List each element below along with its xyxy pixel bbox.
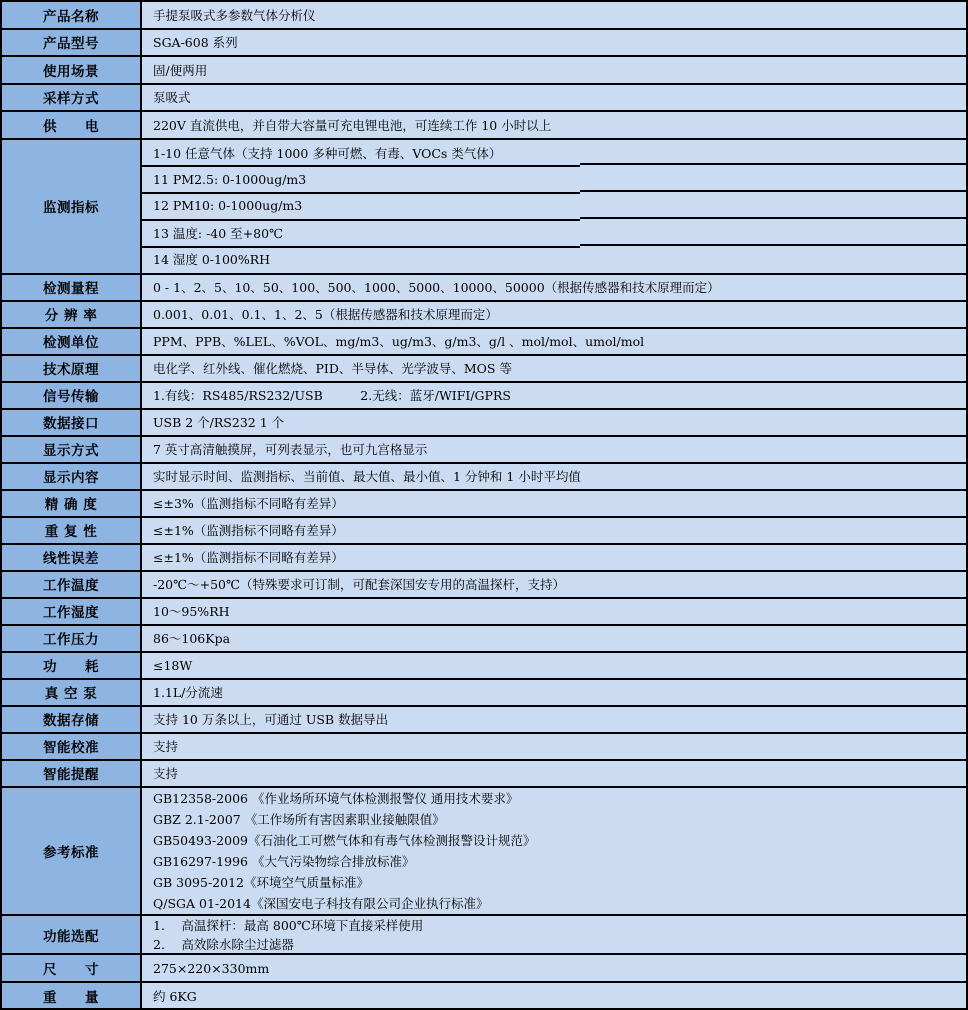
row-monitor-indicators [2, 140, 966, 275]
reference-standard-item: Q/SGA 01-2014《深国安电子科技有限公司企业执行标准》 [153, 896, 489, 912]
value-product-model: SGA-608 系列 [153, 35, 238, 51]
label-smart-reminder: 智能提醒 [2, 761, 142, 786]
label-product-name: 产品名称 [2, 2, 142, 28]
separator-line [142, 246, 580, 248]
value-smart-calibration: 支持 [153, 739, 179, 754]
separator-line [142, 165, 580, 167]
row-product-model [2, 30, 966, 58]
label-data-storage: 数据存储 [2, 707, 142, 732]
monitor-item: 12 PM10: 0-1000ug/m3 [153, 198, 303, 214]
value-power-supply: 220V 直流供电，并自带大容量可充电锂电池，可连续工作 10 小时以上 [153, 117, 552, 133]
value-working-pressure: 86～106Kpa [153, 631, 231, 646]
label-power-supply: 供 电 [2, 112, 142, 138]
value-accuracy: ≤±3%（监测指标不同略有差异） [153, 496, 344, 511]
optional-function-list [142, 916, 966, 953]
label-sampling-method: 采样方式 [2, 85, 142, 111]
monitor-item: 13 温度: -40 至+80℃ [153, 225, 284, 241]
monitor-item: 1-10 任意气体（支持 1000 多种可燃、有毒、VOCs 类气体） [153, 145, 502, 161]
row-display-mode [2, 437, 966, 464]
separator-line [580, 190, 966, 192]
row-power-consumption [2, 653, 966, 680]
row-sampling-method [2, 85, 966, 113]
label-smart-calibration: 智能校准 [2, 734, 142, 759]
value-data-interface: USB 2 个/RS232 1 个 [153, 415, 285, 430]
label-working-humidity: 工作湿度 [2, 599, 142, 624]
label-detection-range: 检测量程 [2, 275, 142, 300]
value-display-mode: 7 英寸高清触摸屏，可列表显示，也可九宫格显示 [153, 442, 428, 457]
value-dimensions: 275×220×330mm [153, 960, 270, 976]
reference-standard-item: GBZ 2.1-2007 《工作场所有害因素职业接触限值》 [153, 812, 445, 828]
row-usage-scene [2, 57, 966, 85]
label-working-temperature: 工作温度 [2, 572, 142, 597]
reference-standard-list [142, 788, 966, 915]
monitor-indicator-list [142, 140, 966, 273]
row-accuracy [2, 491, 966, 518]
reference-standard-item: GB12358-2006 《作业场所环境气体检测报警仪 通用技术要求》 [153, 791, 519, 807]
label-linearity-error: 线性误差 [2, 545, 142, 570]
label-product-model: 产品型号 [2, 30, 142, 56]
separator-line [580, 217, 966, 219]
reference-standard-item: GB 3095-2012《环境空气质量标准》 [153, 875, 369, 891]
value-tech-principle: 电化学、红外线、催化燃烧、PID、半导体、光学波导、MOS 等 [153, 361, 512, 376]
value-power-consumption: ≤18W [153, 657, 193, 673]
value-vacuum-pump: 1.1L/分流速 [153, 685, 223, 700]
value-usage-scene: 固/便两用 [153, 62, 208, 78]
label-accuracy: 精 确 度 [2, 491, 142, 516]
row-dimensions [2, 955, 966, 983]
value-working-humidity: 10～95%RH [153, 604, 230, 619]
label-signal-transmission: 信号传输 [2, 383, 142, 408]
label-resolution: 分 辨 率 [2, 302, 142, 327]
reference-standard-item: GB16297-1996 《大气污染物综合排放标准》 [153, 854, 415, 870]
row-repeatability [2, 518, 966, 545]
row-detection-range [2, 275, 966, 302]
row-display-content [2, 464, 966, 491]
value-signal-transmission: 1.有线：RS485/RS232/USB 2.无线：蓝牙/WIFI/GPRS [153, 388, 511, 403]
value-smart-reminder: 支持 [153, 766, 179, 781]
value-product-name: 手提泵吸式多参数气体分析仪 [153, 7, 316, 23]
label-display-content: 显示内容 [2, 464, 142, 489]
label-working-pressure: 工作压力 [2, 626, 142, 651]
label-weight: 重 量 [2, 983, 142, 1008]
optional-function-item: 1. 高温探杆：最高 800℃环境下直接采样使用 [153, 918, 424, 934]
row-product-name [2, 2, 966, 30]
row-resolution [2, 302, 966, 329]
separator-line [580, 163, 966, 165]
label-display-mode: 显示方式 [2, 437, 142, 462]
row-weight [2, 983, 966, 1008]
value-data-storage: 支持 10 万条以上，可通过 USB 数据导出 [153, 712, 389, 727]
label-data-interface: 数据接口 [2, 410, 142, 435]
row-working-temperature [2, 572, 966, 599]
row-data-interface [2, 410, 966, 437]
value-linearity-error: ≤±1%（监测指标不同略有差异） [153, 550, 344, 565]
row-smart-calibration [2, 734, 966, 761]
row-detection-unit [2, 329, 966, 356]
value-working-temperature: -20℃～+50℃（特殊要求可订制，可配套深国安专用的高温探杆，支持） [153, 577, 565, 592]
value-detection-unit: PPM、PPB、%LEL、%VOL、mg/m3、ug/m3、g/m3、g/l 、mol/mol、umol/mol [153, 334, 645, 349]
value-display-content: 实时显示时间、监测指标、当前值、最大值、最小值、1 分钟和 1 小时平均值 [153, 469, 581, 484]
label-tech-principle: 技术原理 [2, 356, 142, 381]
label-repeatability: 重 复 性 [2, 518, 142, 543]
reference-standard-item: GB50493-2009《石油化工可燃气体和有毒气体检测报警设计规范》 [153, 833, 536, 849]
row-smart-reminder [2, 761, 966, 788]
row-reference-standards [2, 788, 966, 917]
label-dimensions: 尺 寸 [2, 955, 142, 981]
label-optional-functions: 功能选配 [2, 916, 142, 953]
row-vacuum-pump [2, 680, 966, 707]
row-tech-principle [2, 356, 966, 383]
label-vacuum-pump: 真 空 泵 [2, 680, 142, 705]
row-power-supply [2, 112, 966, 140]
row-data-storage [2, 707, 966, 734]
optional-function-item: 2. 高效除水除尘过滤器 [153, 936, 294, 952]
label-monitor-indicators: 监测指标 [2, 140, 142, 273]
monitor-item: 14 湿度 0-100%RH [153, 252, 271, 268]
value-sampling-method: 泵吸式 [153, 90, 191, 106]
value-detection-range: 0 - 1、2、5、10、50、100、500、1000、5000、10000、50000（根据传感器和技术原理而定） [153, 280, 720, 295]
value-repeatability: ≤±1%（监测指标不同略有差异） [153, 523, 344, 538]
row-linearity-error [2, 545, 966, 572]
label-reference-standards: 参考标准 [2, 788, 142, 915]
row-optional-functions [2, 916, 966, 955]
monitor-item: 11 PM2.5: 0-1000ug/m3 [153, 171, 307, 187]
separator-line [142, 219, 580, 221]
separator-line [142, 192, 580, 194]
row-signal-transmission [2, 383, 966, 410]
row-working-pressure [2, 626, 966, 653]
value-resolution: 0.001、0.01、0.1、1、2、5（根据传感器和技术原理而定） [153, 307, 498, 322]
label-usage-scene: 使用场景 [2, 57, 142, 83]
separator-line [580, 244, 966, 246]
label-power-consumption: 功 耗 [2, 653, 142, 678]
row-working-humidity [2, 599, 966, 626]
value-weight: 约 6KG [153, 988, 197, 1004]
label-detection-unit: 检测单位 [2, 329, 142, 354]
